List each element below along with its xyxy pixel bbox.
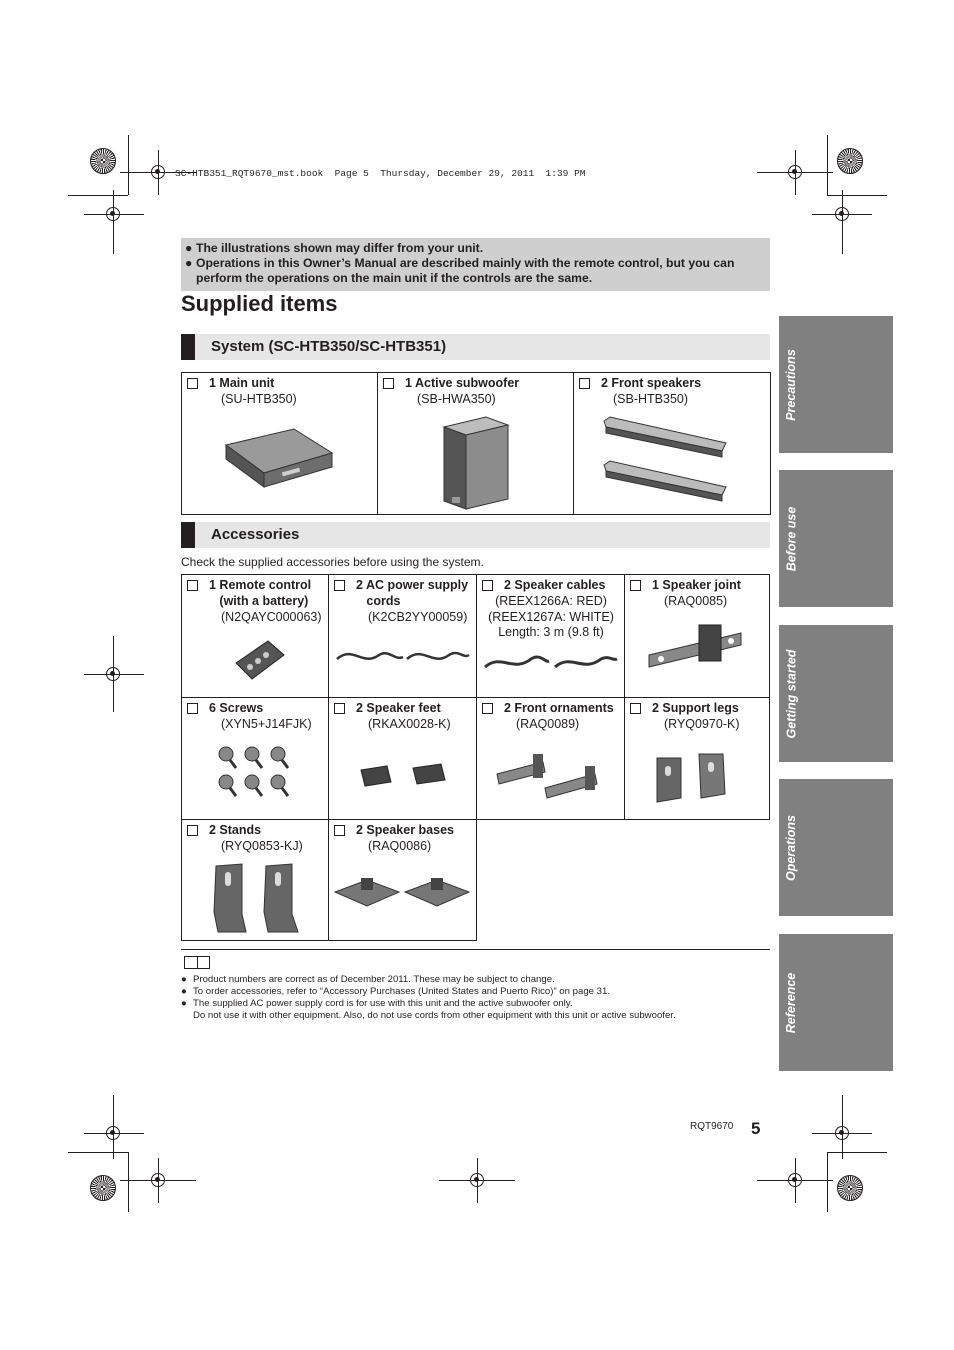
checkbox[interactable]	[334, 825, 345, 836]
remote-control-illustration	[232, 637, 288, 683]
registration-star-icon	[837, 148, 863, 174]
item-code: (SB-HWA350)	[417, 392, 496, 406]
item-code: (SB-HTB350)	[613, 392, 689, 406]
note-item	[181, 986, 610, 998]
item-speaker-cables	[477, 574, 625, 698]
section-header-accessories	[181, 522, 770, 548]
side-tab-label: Reference	[784, 972, 799, 1033]
note-text: Product numbers are correct as of December 2011. These may be subject to change.	[193, 974, 555, 985]
page-number: 5	[751, 1119, 761, 1138]
item-name: 2 Support legs	[652, 701, 739, 715]
checkbox[interactable]	[482, 580, 493, 591]
item-main-unit	[182, 373, 378, 515]
checkbox[interactable]	[579, 378, 590, 389]
system-items-grid	[181, 372, 771, 515]
item-name: 1 Active subwoofer	[405, 376, 520, 390]
checkbox[interactable]	[187, 825, 198, 836]
support-legs-illustration	[653, 752, 733, 808]
item-name: 2 AC power supply cords	[356, 578, 469, 608]
item-name: 2 Stands	[209, 823, 262, 837]
accessories-grid	[181, 574, 770, 941]
subwoofer-illustration	[440, 413, 512, 513]
book-header-line: SC-HTB351_RQT9670_mst.book Page 5 Thursday, December 29, 2011 1:39 PM	[175, 168, 586, 179]
item-front-ornaments	[477, 698, 625, 820]
page-title: Supplied items	[181, 291, 338, 316]
item-name: 2 Front ornaments	[504, 701, 614, 715]
item-speaker-feet	[329, 698, 477, 820]
speaker-bases-illustration	[333, 870, 473, 932]
item-stands	[181, 820, 329, 941]
note-item	[181, 998, 676, 1022]
item-name: 2 Speaker feet	[356, 701, 441, 715]
side-tab-label: Operations	[784, 814, 798, 881]
accessories-intro: Check the supplied accessories before using the system.	[181, 555, 484, 569]
item-code: (K2CB2YY00059)	[368, 610, 468, 624]
item-speaker-joint	[625, 574, 770, 698]
item-ac-power-cords	[329, 574, 477, 698]
checkbox[interactable]	[187, 580, 198, 591]
front-ornaments-illustration	[493, 750, 609, 810]
item-code: (SU-HTB350)	[221, 392, 297, 406]
screws-illustration	[216, 742, 296, 800]
item-code: (RAQ0089)	[516, 717, 580, 731]
checkbox[interactable]	[187, 378, 198, 389]
checkbox[interactable]	[482, 703, 493, 714]
bullet-icon: ●	[185, 256, 193, 270]
item-speaker-bases	[329, 820, 477, 941]
item-code: (XYN5+J14FJK)	[221, 717, 312, 731]
main-unit-illustration	[222, 425, 334, 495]
notes-section	[181, 949, 770, 1021]
item-code: (REEX1266A: RED) (REEX1267A: WHITE) Length: 3 m (9.8 ft)	[488, 594, 614, 639]
document-id: RQT9670	[690, 1121, 734, 1132]
registration-star-icon	[90, 148, 116, 174]
item-code: (RKAX0028-K)	[368, 717, 451, 731]
item-code: (N2QAYC000063)	[221, 610, 322, 624]
registration-star-icon	[90, 1175, 116, 1201]
item-code: (RAQ0086)	[368, 839, 432, 853]
item-name: 2 Speaker cables	[504, 578, 606, 592]
section-marker	[181, 522, 195, 548]
item-name: 2 Front speakers	[601, 376, 702, 390]
side-tab-before-use[interactable]	[779, 470, 893, 607]
front-speakers-illustration	[600, 413, 730, 509]
item-code: (RYQ0853-KJ)	[221, 839, 303, 853]
speaker-cable-illustration	[481, 647, 621, 677]
bullet-icon: ●	[181, 974, 187, 985]
power-cord-illustration	[333, 641, 473, 671]
checkbox[interactable]	[334, 703, 345, 714]
checkbox[interactable]	[187, 703, 198, 714]
bullet-icon: ●	[185, 241, 193, 255]
section-title: Accessories	[211, 526, 300, 543]
side-tab-label: Precautions	[784, 348, 798, 421]
book-icon	[184, 956, 210, 969]
notice-box	[181, 238, 770, 291]
bullet-icon: ●	[181, 998, 187, 1009]
section-title: System (SC-HTB350/SC-HTB351)	[211, 338, 447, 355]
item-remote-control	[181, 574, 329, 698]
item-name: 1 Main unit	[209, 376, 275, 390]
side-tab-getting-started[interactable]	[779, 625, 893, 762]
note-item	[181, 974, 555, 986]
side-tab-label: Before use	[784, 506, 799, 571]
note-text: To order accessories, refer to “Accessory Purchases (United States and Puerto Rico)” on page 31.	[193, 986, 610, 997]
checkbox[interactable]	[630, 703, 641, 714]
speaker-joint-illustration	[645, 619, 755, 679]
speaker-feet-illustration	[359, 760, 449, 790]
bullet-icon: ●	[181, 986, 187, 997]
item-screws	[181, 698, 329, 820]
item-name: 6 Screws	[209, 701, 264, 715]
item-active-subwoofer	[378, 373, 574, 515]
registration-star-icon	[837, 1175, 863, 1201]
side-tab-reference[interactable]	[779, 934, 893, 1071]
item-code: (RYQ0970-K)	[664, 717, 740, 731]
item-code: (RAQ0085)	[664, 594, 728, 608]
stands-illustration	[206, 862, 306, 936]
section-header-system	[181, 334, 770, 360]
item-name: 2 Speaker bases	[356, 823, 454, 837]
checkbox[interactable]	[630, 580, 641, 591]
item-name: 1 Remote control (with a battery)	[209, 578, 312, 608]
checkbox[interactable]	[334, 580, 345, 591]
notice-line: The illustrations shown may differ from your unit.	[196, 241, 484, 255]
section-marker	[181, 334, 195, 360]
item-front-speakers	[574, 373, 771, 515]
note-text: The supplied AC power supply cord is for use with this unit and the active subwoofer only. Do not use it with other equipment. Also, do not use cords from other equipment with this unit or active subwoofer.	[193, 998, 676, 1021]
side-tab-operations[interactable]	[779, 779, 893, 916]
side-tab-precautions[interactable]	[779, 316, 893, 453]
side-tab-label: Getting started	[784, 649, 798, 738]
notice-line: Operations in this Owner’s Manual are described mainly with the remote control, but you can perform the operations on the main unit if the controls are the same.	[196, 256, 735, 285]
checkbox[interactable]	[383, 378, 394, 389]
item-name: 1 Speaker joint	[652, 578, 741, 592]
item-support-legs	[625, 698, 770, 820]
